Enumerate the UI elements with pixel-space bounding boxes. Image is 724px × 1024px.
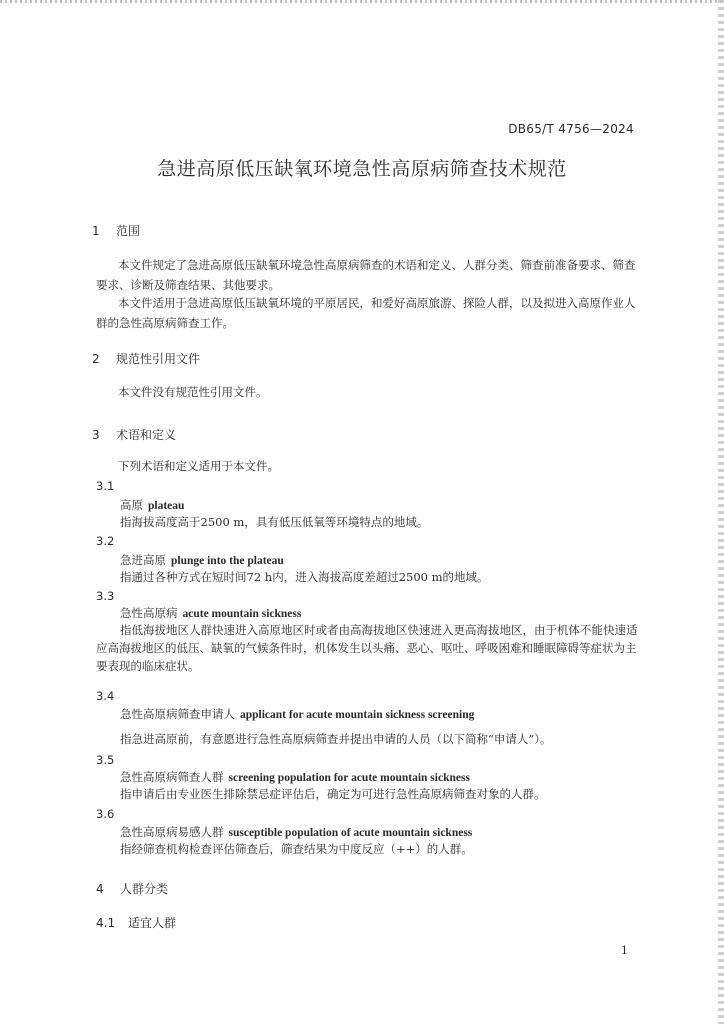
term-zh: 急性高原病易感人群	[120, 825, 224, 839]
term-en: applicant for acute mountain sickness screening	[240, 709, 475, 721]
section-title: 范围	[116, 224, 141, 238]
section-1-paragraph-2: 本文件适用于急进高原低压缺氧环境的平原居民，和爱好高原旅游、探险人群，以及拟进入高原作业人群的急性高原病筛查工作。	[96, 296, 636, 330]
term-title	[120, 824, 472, 840]
term-en: acute mountain sickness	[182, 608, 302, 620]
term-en: plunge into the plateau	[171, 555, 284, 567]
term-title	[120, 769, 470, 785]
term-zh: 急性高原病	[120, 606, 178, 620]
term-number: 3.2	[96, 534, 115, 548]
subsection-title: 适宜人群	[128, 916, 177, 930]
section-2-paragraph-1: 本文件没有规范性引用文件。	[118, 385, 268, 399]
term-title	[120, 497, 184, 513]
term-title	[120, 706, 474, 722]
term-definition: 指通过各种方式在短时间72 h内，进入海拔高度差超过2500 m的地域。	[120, 570, 489, 584]
page-number: 1	[621, 944, 628, 957]
term-number: 3.6	[96, 807, 115, 821]
section-number: 3	[92, 428, 100, 442]
section-3-heading	[92, 426, 176, 443]
section-1-paragraph-1: 本文件规定了急进高原低压缺氧环境急性高原病筛查的术语和定义、人群分类、筛查前准备要求、筛查要求、诊断及筛查结果、其他要求。	[96, 258, 636, 292]
scan-edge-top	[0, 0, 724, 3]
term-title	[120, 605, 301, 621]
term-number: 3.3	[96, 589, 115, 603]
section-1-heading	[92, 222, 140, 239]
document-title: 急进高原低压缺氧环境急性高原病筛查技术规范	[157, 158, 567, 180]
subsection-4-1-heading	[96, 914, 176, 931]
section-number: 1	[92, 224, 100, 238]
section-title: 术语和定义	[116, 428, 177, 442]
section-number: 4	[96, 882, 104, 896]
term-definition: 指申请后由专业医生排除禁忌症评估后，确定为可进行急性高原病筛查对象的人群。	[120, 787, 546, 801]
section-title: 规范性引用文件	[116, 352, 201, 366]
document-code: DB65/T 4756—2024	[508, 122, 634, 136]
term-number: 3.4	[96, 689, 115, 703]
section-4-heading	[96, 880, 168, 897]
term-number: 3.1	[96, 479, 115, 493]
term-zh: 高原	[120, 498, 143, 512]
term-en: screening population for acute mountain sickness	[228, 772, 470, 784]
term-definition: 指急进高原前，有意愿进行急性高原病筛查并提出申请的人员（以下简称“申请人”）。	[120, 732, 552, 746]
term-number: 3.5	[96, 753, 115, 767]
term-zh: 急性高原病筛查人群	[120, 770, 224, 784]
section-number: 2	[92, 352, 100, 366]
term-en: plateau	[148, 500, 185, 512]
term-definition: 指低海拔地区人群快速进入高原地区时或者由高海拔地区快速进入更高海拔地区，由于机体不能快速适应高海拔地区的低压、缺氧的气候条件时，机体发生以头痛、恶心、呕吐、呼吸困难和睡眠障碍等症状为主要表现的临床症状。	[96, 623, 638, 673]
term-zh: 急进高原	[120, 553, 166, 567]
section-2-heading	[92, 350, 200, 367]
term-en: susceptible population of acute mountain sickness	[228, 827, 473, 839]
term-definition: 指经筛查机构检查评估筛查后，筛查结果为中度反应（++）的人群。	[120, 842, 473, 856]
subsection-number: 4.1	[96, 916, 116, 930]
term-definition: 指海拔高度高于2500 m，具有低压低氧等环境特点的地域。	[120, 515, 429, 529]
term-title	[120, 552, 284, 568]
term-zh: 急性高原病筛查申请人	[120, 707, 235, 721]
section-3-intro: 下列术语和定义适用于本文件。	[118, 459, 279, 473]
section-title: 人群分类	[120, 882, 169, 896]
